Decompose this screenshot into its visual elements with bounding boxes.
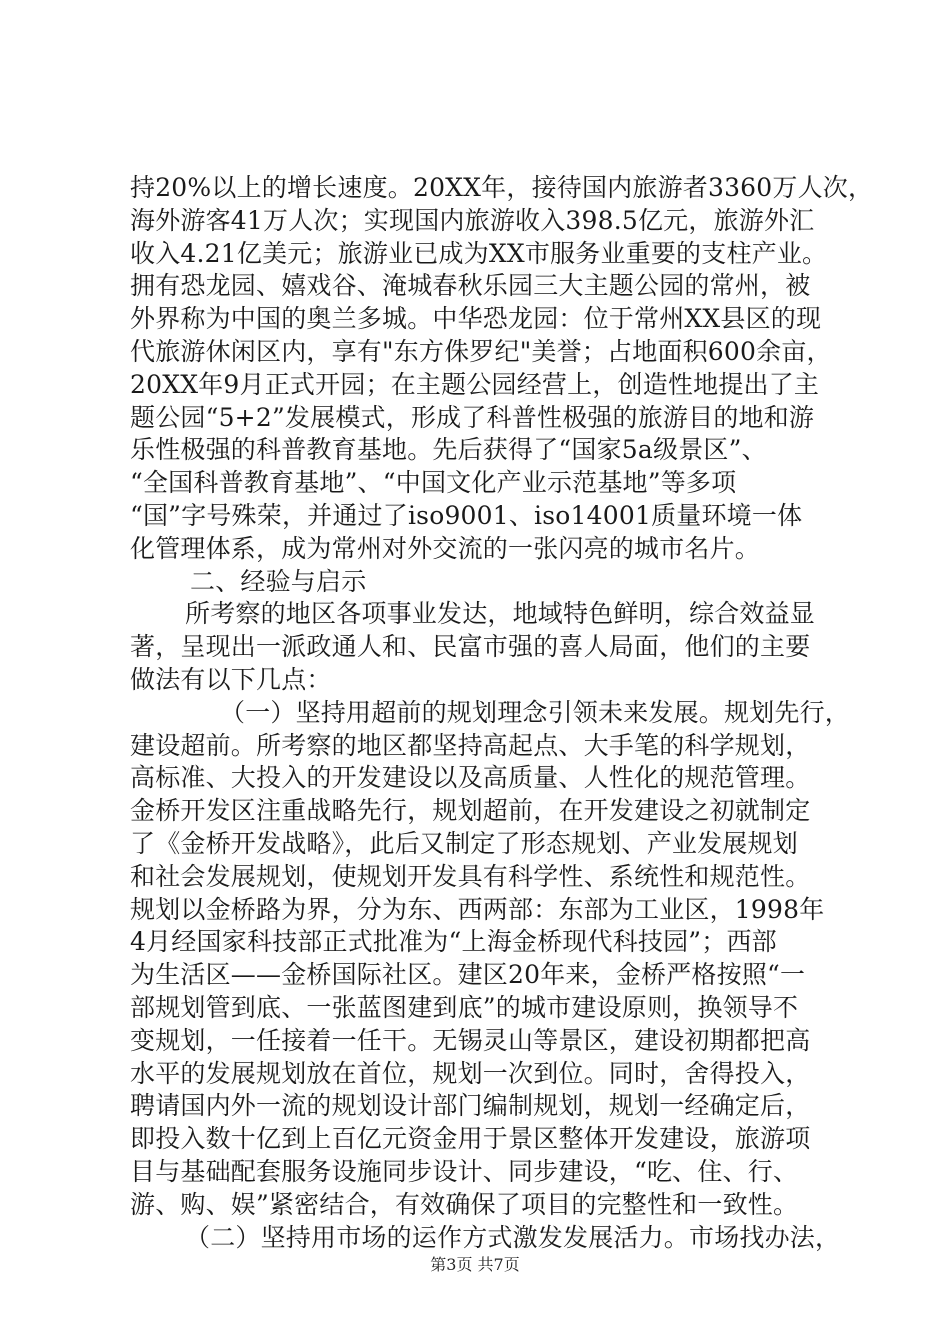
text-line: 为生活区——金桥国际社区。建区20年来，金桥严格按照“一 xyxy=(130,960,806,990)
body-text xyxy=(130,172,874,1254)
subsection-heading: （一）坚持用超前的规划理念引领未来发展。规划先行， xyxy=(220,697,851,727)
text-line: 变规划，一任接着一任干。无锡灵山等景区，建设初期都把高 xyxy=(130,1025,811,1055)
text-line: 4月经国家科技部正式批准为“上海金桥现代科技园”；西部 xyxy=(130,927,777,957)
text-line: 化管理体系，成为常州对外交流的一张闪亮的城市名片。 xyxy=(130,533,761,563)
text-line: 游、购、娱”紧密结合，有效确保了项目的完整性和一致性。 xyxy=(130,1189,799,1219)
section-heading: 二、经验与启示 xyxy=(190,566,367,596)
text-line: 收入4.21亿美元；旅游业已成为XX市服务业重要的支柱产业。 xyxy=(130,238,828,268)
text-line: 部规划管到底、一张蓝图建到底”的城市建设原则，换领导不 xyxy=(130,992,799,1022)
text-line: 海外游客41万人次；实现国内旅游收入398.5亿元，旅游外汇 xyxy=(130,205,815,235)
text-line: 做法有以下几点： xyxy=(130,664,332,694)
text-line: 建设超前。所考察的地区都坚持高起点、大手笔的科学规划， xyxy=(130,730,811,760)
page-footer: 第3页 共7页 xyxy=(430,1255,520,1274)
text-line: 聘请国内外一流的规划设计部门编制规划，规划一经确定后， xyxy=(130,1091,811,1121)
text-line: 水平的发展规划放在首位，规划一次到位。同时，舍得投入， xyxy=(130,1058,811,1088)
text-line: 代旅游休闲区内，享有"东方侏罗纪"美誉；占地面积600余亩， xyxy=(130,336,832,366)
text-line: 高标准、大投入的开发建设以及高质量、人性化的规范管理。 xyxy=(130,763,811,793)
text-line: 即投入数十亿到上百亿元资金用于景区整体开发建设，旅游项 xyxy=(130,1124,811,1154)
text-line: 和社会发展规划，使规划开发具有科学性、系统性和规范性。 xyxy=(130,861,811,891)
text-line: 乐性极强的科普教育基地。先后获得了“国家5a级景区”、 xyxy=(130,435,767,465)
text-line: 金桥开发区注重战略先行，规划超前，在开发建设之初就制定 xyxy=(130,796,811,826)
text-line: 题公园“5+2”发展模式，形成了科普性极强的旅游目的地和游 xyxy=(130,402,815,432)
text-line: 拥有恐龙园、嬉戏谷、淹城春秋乐园三大主题公园的常州，被 xyxy=(130,271,811,301)
text-line: “国”字号殊荣，并通过了iso9001、iso14001质量环境一体 xyxy=(130,500,803,530)
text-line: 外界称为中国的奥兰多城。中华恐龙园：位于常州XX县区的现 xyxy=(130,304,822,334)
text-line: 20XX年9月正式开园；在主题公园经营上，创造性地提出了主 xyxy=(130,369,820,399)
text-line: “全国科普教育基地”、“中国文化产业示范基地”等多项 xyxy=(130,468,737,498)
text-line: 著，呈现出一派政通人和、民富市强的喜人局面，他们的主要 xyxy=(130,632,811,662)
subsection-heading: （二）坚持用市场的运作方式激发发展活力。市场找办法， xyxy=(185,1222,841,1252)
text-line: 规划以金桥路为界，分为东、西两部：东部为工业区，1998年 xyxy=(130,894,825,924)
text-line: 持20%以上的增长速度。20XX年，接待国内旅游者3360万人次， xyxy=(130,173,874,202)
text-line: 目与基础配套服务设施同步设计、同步建设，“吃、住、行、 xyxy=(130,1156,799,1186)
text-line: 所考察的地区各项事业发达，地域特色鲜明，综合效益显 xyxy=(185,599,816,629)
text-line: 了《金桥开发战略》，此后又制定了形态规划、产业发展规划 xyxy=(130,828,798,858)
